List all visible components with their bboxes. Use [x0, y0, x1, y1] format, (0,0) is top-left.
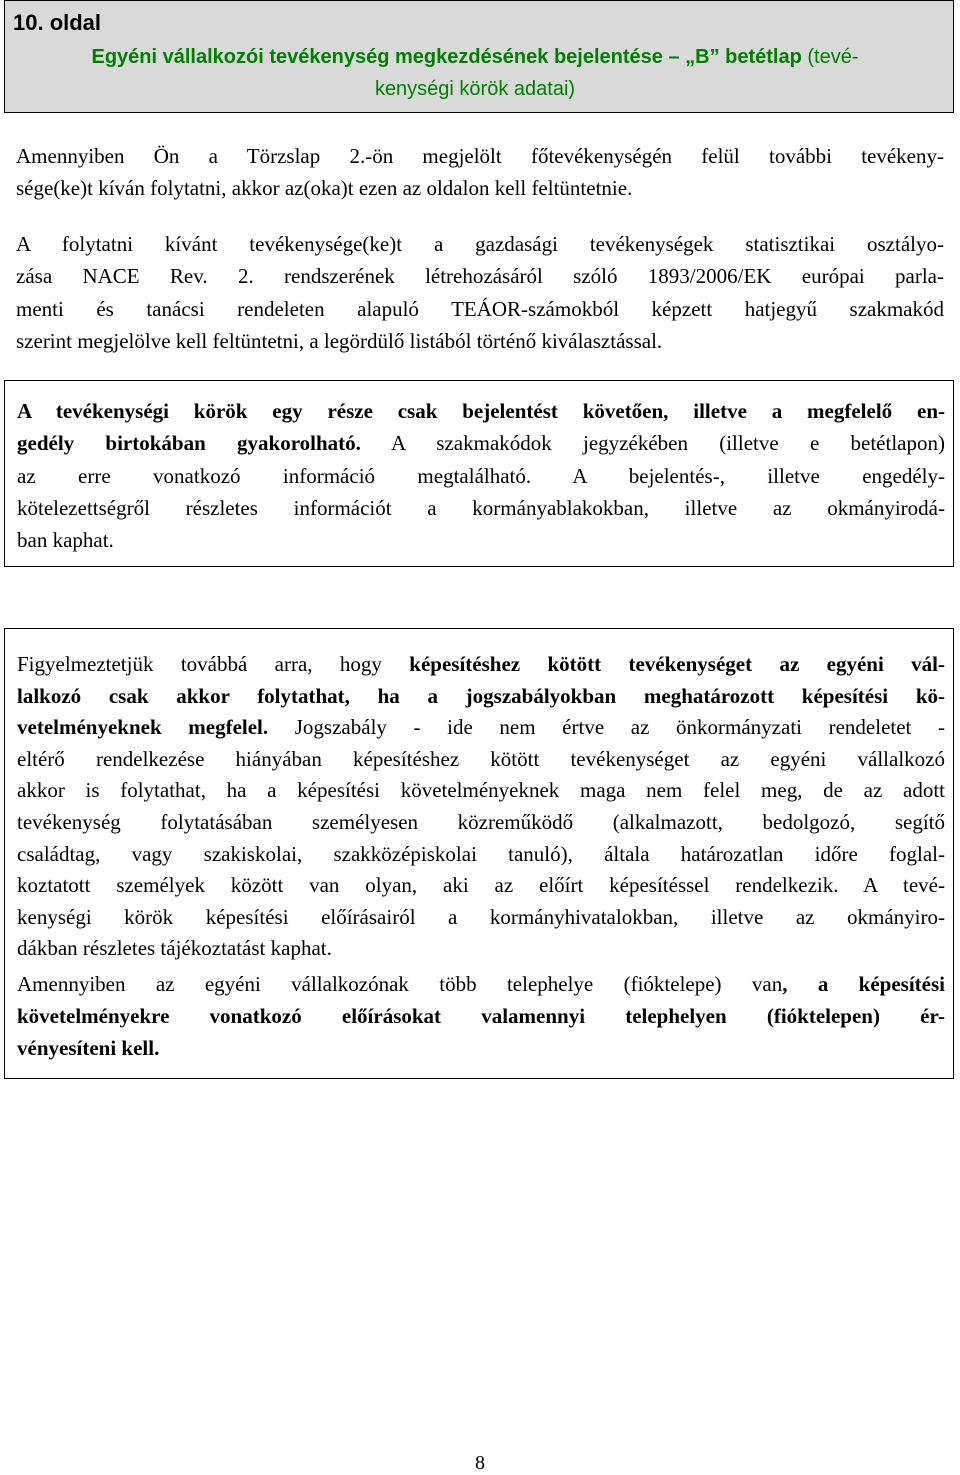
header-title-line: kenységi körök adatai): [374, 78, 576, 100]
bold-text: képesítéshez kötött tevékenységet az egyéni vál-: [409, 652, 945, 676]
text-line: dákban részletes tájékoztatást kaphat.: [17, 936, 332, 961]
permit-notice-text: [17, 395, 945, 556]
page-number: 8: [475, 1452, 485, 1474]
text-line: koztatott személyek között van olyan, aki az előírt képesítéssel rendelkezik. A tevé-: [17, 873, 945, 898]
intro-paragraph-2: [16, 228, 944, 357]
header-title: [25, 41, 925, 105]
text-line: tevékenység folytatásában személyesen közreműködő (alkalmazott, bedolgozó, segítő: [17, 809, 945, 834]
page-label: 10. oldal: [13, 10, 102, 35]
text-line: lalkozó csak akkor folytathat, ha a jogszabályokban meghatározott képesítési kö-: [17, 683, 945, 708]
text-line: ban kaphat.: [17, 528, 114, 553]
bold-text: vetelményeknek megfelel.: [17, 715, 269, 740]
text-line: zása NACE Rev. 2. rendszerének létrehozásáról szóló 1893/2006/EK európai parla-: [16, 264, 944, 289]
normal-text: Jogszabály - ide nem értve az önkormányzati rendeletet -: [268, 715, 945, 740]
text-line: [17, 968, 945, 1000]
text-line: Amennyiben Ön a Törzslap 2.-ön megjelölt főtevékenységén felül további tevékeny-: [16, 144, 944, 168]
text-line: menti és tanácsi rendeleten alapuló TEÁOR-számokból képzett hatjegyű szakmakód: [16, 296, 944, 321]
text-line: az erre vonatkozó információ megtalálható. A bejelentés-, illetve engedély-: [17, 463, 945, 488]
qualification-paragraph-1: [17, 649, 945, 965]
text-line: A tevékenységi körök egy része csak bejelentést követően, illetve a megfelelő en-: [17, 399, 945, 423]
text-line: akkor is folytathat, ha a képesítési követelményeknek maga nem felel meg, de az adott: [17, 778, 945, 803]
text-line: [17, 649, 945, 681]
page-header: [4, 0, 954, 113]
text-line: sége(ke)t kíván folytatni, akkor az(oka)t ezen az oldalon kell feltüntetnie.: [16, 176, 633, 200]
qualification-paragraph-2: [17, 968, 945, 1064]
intro-paragraph-1: [16, 140, 944, 204]
text-line: kenységi körök képesítési előírásairól a kormányhivatalokban, illetve az okmányiro-: [17, 904, 945, 929]
text-line: A folytatni kívánt tevékenysége(ke)t a gazdasági tevékenységek statisztikai osztályo-: [16, 232, 944, 256]
bold-text: , a képesítési: [782, 972, 945, 996]
text-line: követelményekre vonatkozó előírásokat valamennyi telephelyen (fióktelepen) ér-: [17, 1004, 945, 1028]
text-line: kötelezettségről részletes információt a kormányablakokban, illetve az okmányirodá-: [17, 495, 945, 520]
normal-text: Figyelmeztetjük továbbá arra, hogy: [17, 652, 410, 676]
text-line: családtag, vagy szakiskolai, szakközépiskolai tanuló), általa határozatlan időre foglal-: [17, 841, 945, 866]
text-line: eltérő rendelkezése hiányában képesítéshez kötött tevékenységet az egyéni vállalkozó: [17, 746, 945, 771]
header-title-line: [25, 41, 925, 73]
normal-text: A szakmakódok jegyzékében (illetve e betétlapon): [360, 431, 945, 456]
qualification-notice-box: [4, 628, 954, 1079]
text-line: [17, 427, 945, 459]
header-title-rest: (tevé-: [801, 46, 859, 68]
text-line: vényesíteni kell.: [17, 1036, 160, 1060]
normal-text: Amennyiben az egyéni vállalkozónak több telephelye (fióktelepe) van: [17, 972, 783, 996]
header-title-bold: Egyéni vállalkozói tevékenység megkezdésének bejelentése – „B” betétlap: [91, 46, 802, 68]
permit-notice-box: [4, 380, 954, 567]
text-line: [17, 712, 945, 744]
text-line: szerint megjelölve kell feltüntetni, a legördülő listából történő kiválasztással.: [16, 328, 663, 353]
bold-text: gedély birtokában gyakorolható.: [17, 431, 361, 456]
